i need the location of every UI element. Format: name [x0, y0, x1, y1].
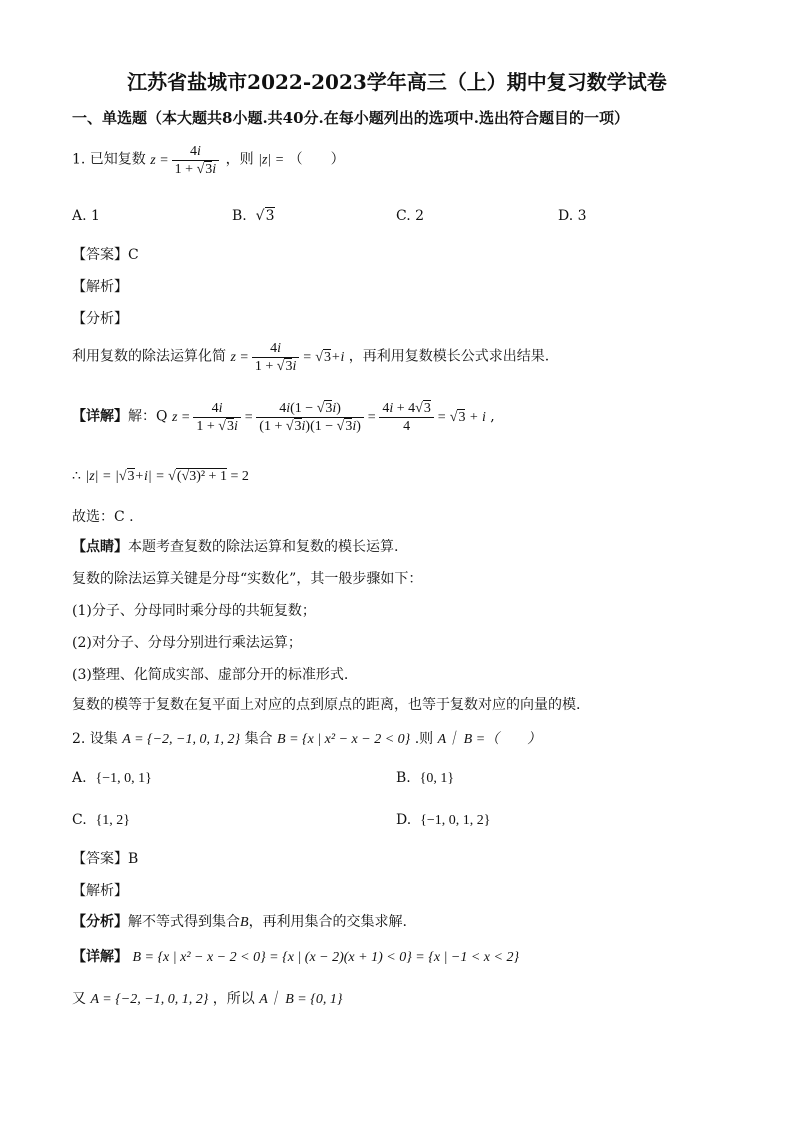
q1-note-3: (2)对分子、分母分别进行乘法运算；	[72, 635, 302, 651]
q2-option-a: A. {−1, 0, 1}	[72, 770, 152, 786]
q2-option-d: D. {−1, 0, 1, 2}	[396, 812, 491, 828]
page-title: 江苏省盐城市2022-2023学年高三（上）期中复习数学试卷	[127, 70, 667, 94]
q1-note-4: (3)整理、化简成实部、虚部分开的标准形式.	[72, 667, 349, 683]
q1-answer: 【答案】C	[72, 247, 139, 263]
section-heading: 一、单选题（本大题共8小题.共40分.在每小题列出的选项中.选出符合题目的一项）	[72, 109, 629, 127]
q1-fenxi-line: 利用复数的除法运算化简 z = $\frac{4i}{1 + √3i}$ = √3+i ，再利用复数模长公式求出结果.	[72, 341, 550, 374]
q1-comment: 【点睛】本题考查复数的除法运算和复数的模长运算.	[72, 539, 399, 555]
q2-detail: 【详解】 B = {x | x² − x − 2 < 0} = {x | (x − 2)(x + 1) < 0} = {x | −1 < x < 2}	[72, 949, 520, 965]
q2-answer: 【答案】B	[72, 851, 139, 867]
q2-conclusion: 又 A = {−2, −1, 0, 1, 2} ，所以 A｜ B = {0, 1}	[72, 991, 343, 1007]
q1-modulus-calc: ∴ |z| = |√3+i| = √(√3)² + 1 = 2	[72, 468, 249, 484]
q1-stem	[72, 143, 345, 178]
q1-choose: 故选：C .	[72, 509, 134, 525]
q1-detail-line: 【详解】解：Q z = $\frac{4i}{1 + √3i}$ = $\frac{4i(1 - √3i)}{(1 + √3i)(1 - √3i)}$ = $\frac{4i + 4√3}{4}$ = √3 + i ,	[72, 401, 495, 434]
q1-note-2: (1)分子、分母同时乘分母的共轭复数；	[72, 603, 316, 619]
q1-modulus: |z| =	[258, 152, 285, 168]
q2-option-c: C. {1, 2}	[72, 812, 131, 828]
q1-fenxi-tag: 【分析】	[72, 311, 128, 327]
q1-note-1: 复数的除法运算关键是分母“实数化”，其一般步骤如下：	[72, 571, 423, 587]
q1-note-5: 复数的模等于复数在复平面上对应的点到原点的距离，也等于复数对应的向量的模.	[72, 697, 581, 713]
q1-analysis-tag: 【解析】	[72, 279, 128, 295]
q2-stem: 2. 设集 A = {−2, −1, 0, 1, 2} 集合 B = {x | x² − x − 2 < 0} .则 A｜ B =（ ）	[72, 731, 542, 747]
q1-suffix: （ ）	[288, 151, 345, 168]
q1-option-b: B. √3	[232, 208, 275, 224]
q1-mid: ，则	[225, 151, 254, 168]
q1-option-c: C. 2	[396, 208, 425, 224]
q2-analysis-tag: 【解析】	[72, 883, 128, 899]
q1-prefix: 1. 已知复数	[72, 151, 146, 168]
q2-option-b: B. {0, 1}	[396, 770, 455, 786]
q1-formula: z = $\frac{4i}{1 + √3i}$	[150, 153, 225, 168]
q1-option-d: D. 3	[558, 208, 587, 224]
q1-option-a: A. 1	[72, 208, 100, 224]
q2-fenxi: 【分析】解不等式得到集合B，再利用集合的交集求解.	[72, 914, 408, 930]
